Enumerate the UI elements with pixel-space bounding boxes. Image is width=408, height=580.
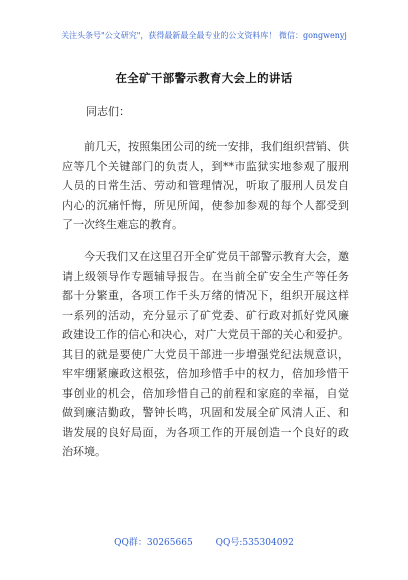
greeting: 同志们： bbox=[86, 105, 130, 118]
paragraph-line: 政建设工作的信心和决心，对广大党员干部的关心和爱护。 bbox=[62, 328, 349, 341]
paragraph-line: 前几天，按照集团公司的统一安排，我们组织营销、供 bbox=[84, 140, 349, 153]
paragraph-line: 治环境。 bbox=[62, 445, 106, 458]
header-banner: 关注头条号"公文研究"，获得最新最全最专业的公文资料库！ 微信：gongwenyj bbox=[61, 31, 347, 40]
paragraph-line: 谐发展的良好局面，为各项工作的开展创造一个良好的政 bbox=[62, 425, 349, 439]
document-title: 在全矿干部警示教育大会上的讲话 bbox=[115, 71, 293, 85]
paragraph-line: 今天我们又在这里召开全矿党员干部警示教育大会，邀 bbox=[84, 250, 349, 263]
paragraph-line: 内心的沉痛忏悔，所见所闻，使参加参观的每个人都受到 bbox=[62, 198, 349, 212]
footer-qq-number: QQ号:535304092 bbox=[215, 538, 294, 548]
paragraph-2 bbox=[62, 247, 349, 462]
paragraph-1 bbox=[62, 137, 349, 235]
paragraph-line: 请上级领导作专题辅导报告。在当前全矿安全生产等任务 bbox=[62, 269, 349, 283]
paragraph-line: 应等几个关键部门的负责人，到**市监狱实地参观了服刑 bbox=[62, 159, 349, 173]
paragraph-line: 牢牢绷紧廉政这根弦，倍加珍惜手中的权力，倍加珍惜干 bbox=[62, 367, 349, 380]
paragraph-line: 其目的就是要使广大党员干部进一步增强党纪法规意识， bbox=[62, 347, 349, 361]
paragraph-line: 做到廉洁勤政，警钟长鸣，巩固和发展全矿风清人正、和 bbox=[62, 406, 349, 419]
paragraph-line: 都十分繁重，各项工作千头万绪的情况下，组织开展这样 bbox=[62, 289, 349, 302]
footer-qq-group: QQ群：30265665 bbox=[114, 538, 193, 548]
paragraph-line: 一系列的活动，充分显示了矿党委、矿行政对抓好党风廉 bbox=[62, 308, 349, 322]
paragraph-line: 人员的日常生活、劳动和管理情况，听取了服刑人员发自 bbox=[62, 179, 349, 192]
footer bbox=[0, 535, 408, 548]
paragraph-line: 了一次终生难忘的教育。 bbox=[62, 218, 183, 231]
paragraph-line: 事创业的机会，倍加珍惜自己的前程和家庭的幸福，自觉 bbox=[62, 386, 349, 400]
